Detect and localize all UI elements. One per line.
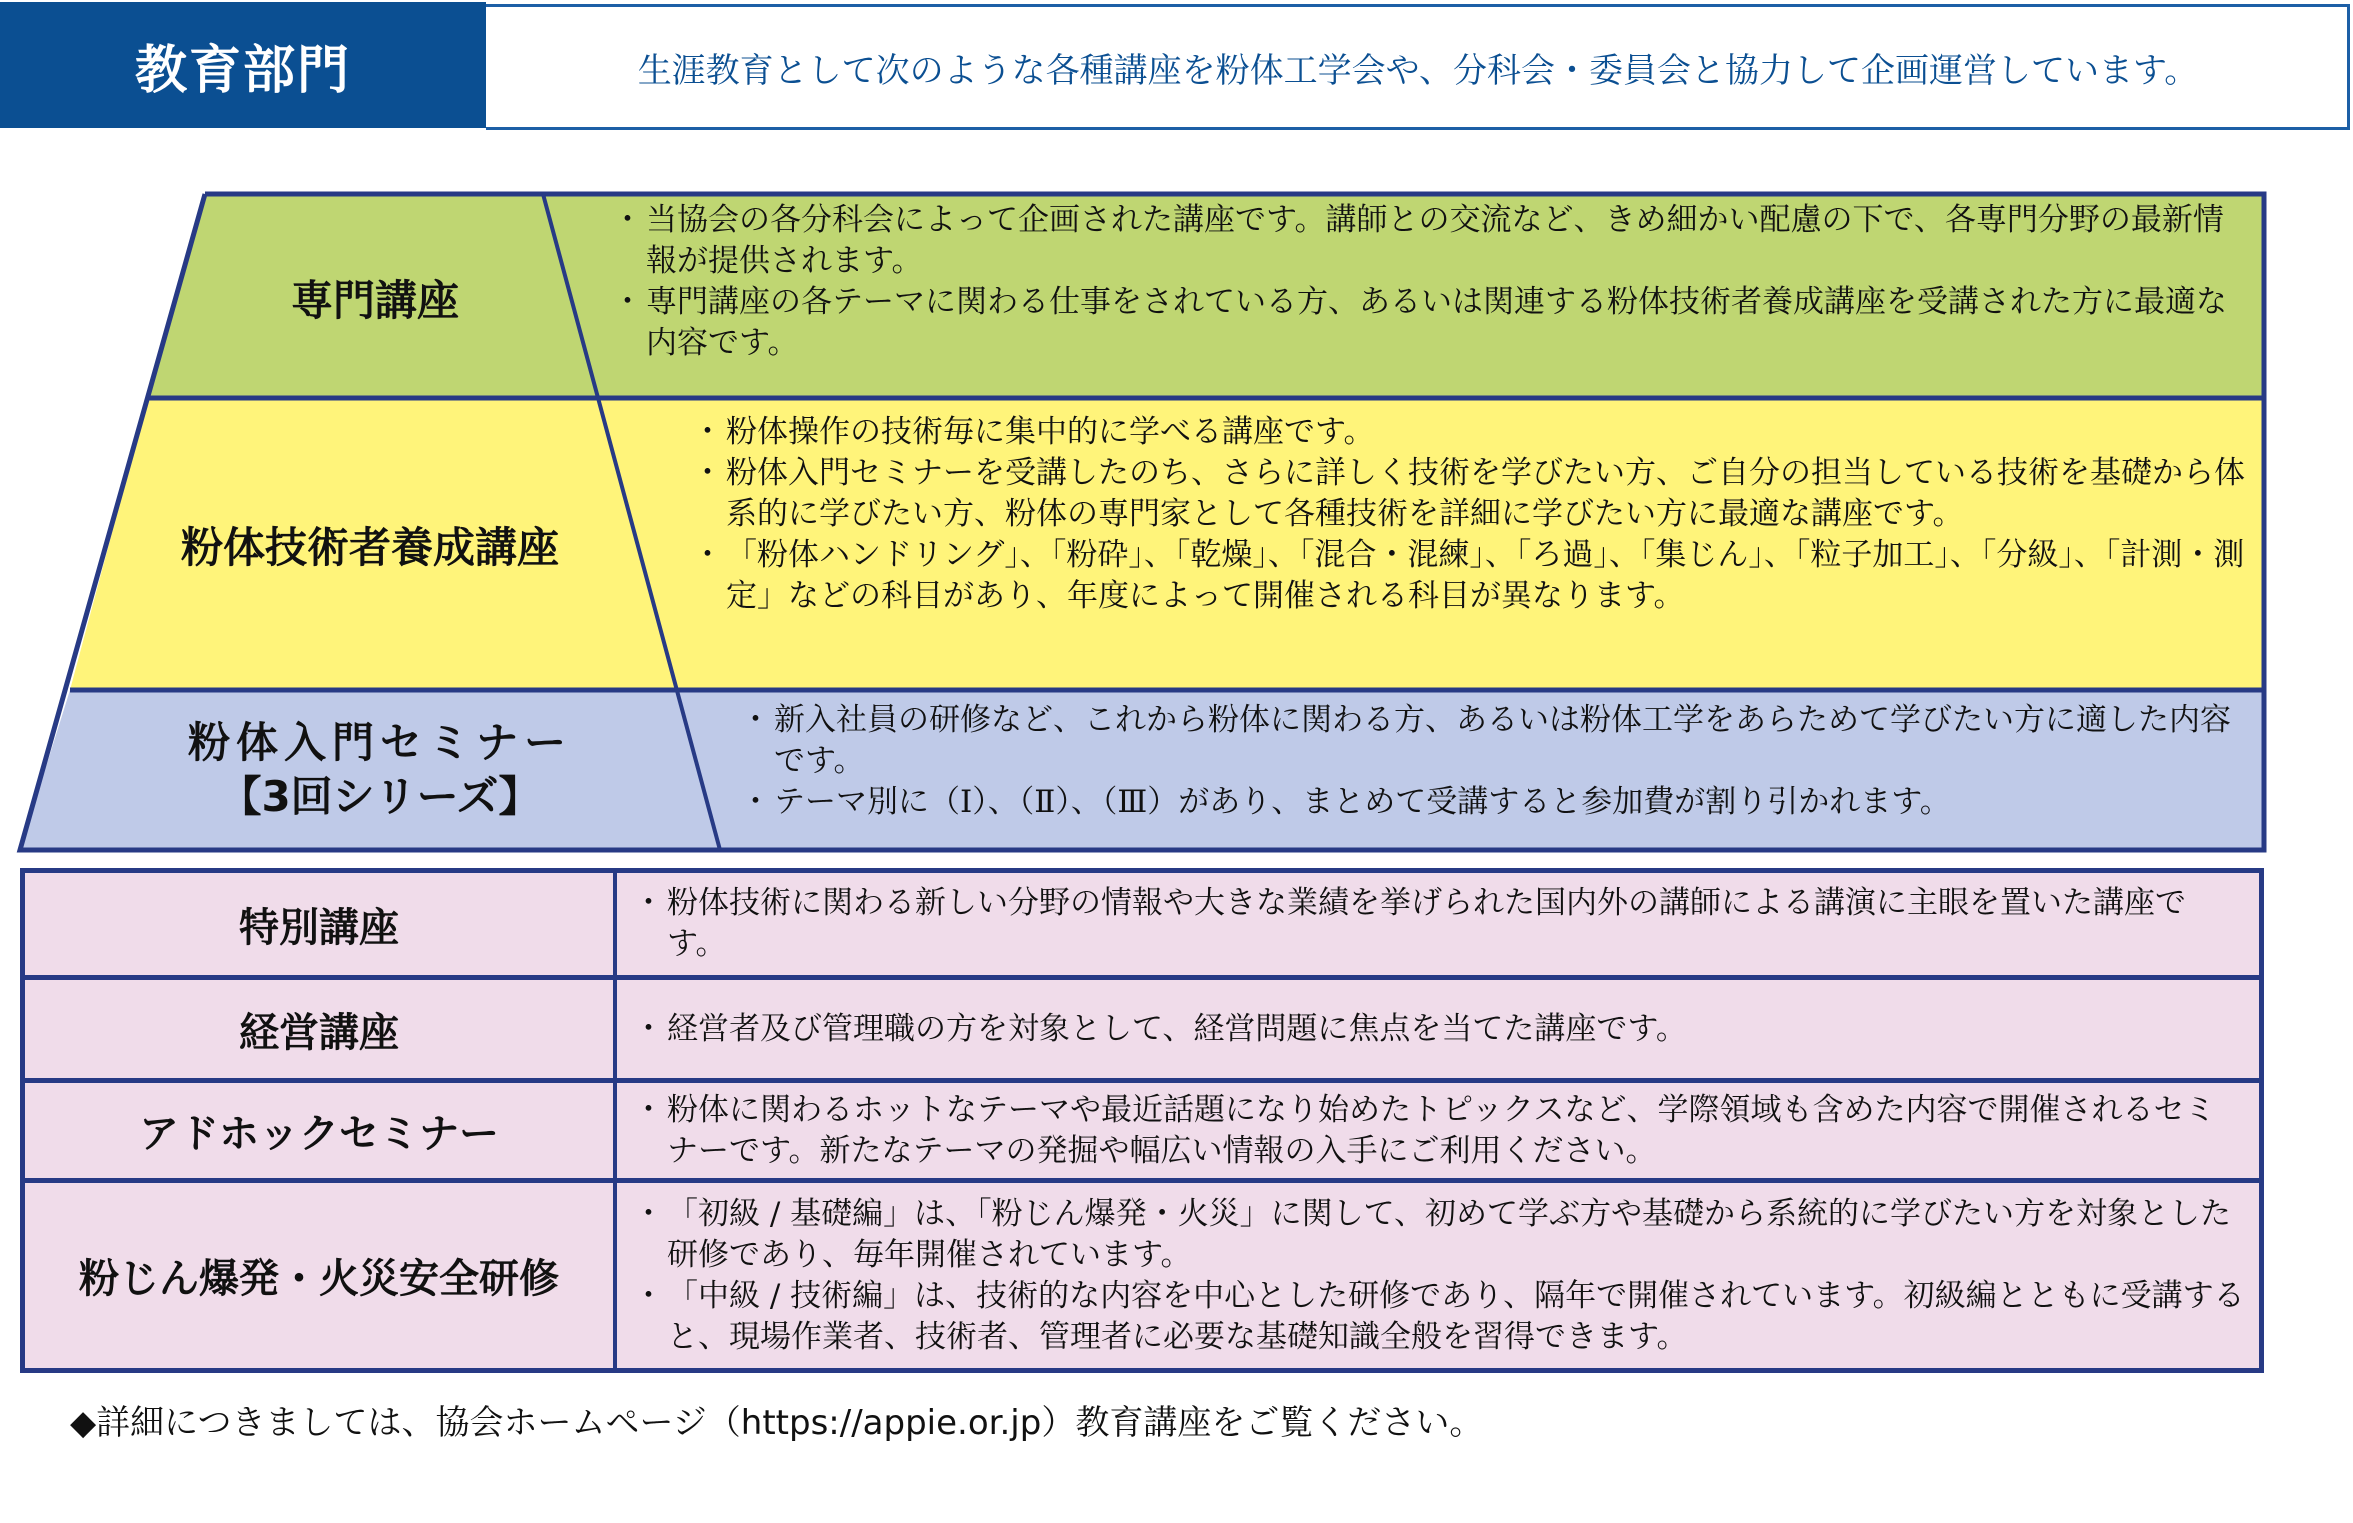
table-row	[25, 873, 2259, 975]
table-row	[25, 1178, 2259, 1368]
tier-label-nyumon: 粉体入門セミナー 【3回シリーズ】	[187, 718, 572, 821]
course-description	[617, 1183, 2259, 1368]
list-item: ・ 当協会の各分科会によって企画された講座です。講師との交流など、きめ細かい配慮の下で、各専門分野の最新情報が提供されます。	[612, 200, 2252, 282]
list-item: ・ 新入社員の研修など、これから粉体に関わる方、あるいは粉体工学をあらためて学びたい方に適した内容です。	[740, 700, 2252, 782]
course-name: アドホックセミナー	[25, 1083, 617, 1178]
tier-description-nyumon	[740, 700, 2252, 823]
table-row	[25, 975, 2259, 1078]
page-title: 教育部門	[134, 40, 351, 101]
list-item: ・ 粉体操作の技術毎に集中的に学べる講座です。	[692, 412, 2252, 453]
tier-label-yousei: 粉体技術者養成講座	[180, 522, 559, 572]
header-description: 生涯教育として次のような各種講座を粉体工学会や、分科会・委員会と協力して企画運営しています。	[637, 50, 2199, 91]
tier-description-yousei	[692, 412, 2252, 617]
list-item: ・ 専門講座の各テーマに関わる仕事をされている方、あるいは関連する粉体技術者養成講座を受講された方に最適な内容です。	[612, 282, 2252, 364]
footer-text: 詳細につきましては、協会ホームページ（https://appie.or.jp）教育講座をご覧ください。	[96, 1403, 1484, 1443]
course-name: 経営講座	[25, 980, 617, 1078]
list-item: ・ 「初級 / 基礎編」は、「粉じん爆発・火災」に関して、初めて学ぶ方や基礎から系統的に学びたい方を対象とした研修であり、毎年開催されています。	[633, 1194, 2245, 1276]
tier-description-senmon	[612, 200, 2252, 364]
table-row	[25, 1078, 2259, 1178]
course-description	[617, 873, 2259, 975]
list-item: ・ 経営者及び管理職の方を対象として、経営問題に焦点を当てた講座です。	[633, 1009, 2245, 1050]
list-item: ・ 粉体技術に関わる新しい分野の情報や大きな業績を挙げられた国内外の講師による講演に主眼を置いた講座です。	[633, 883, 2245, 965]
list-item: ・ 「中級 / 技術編」は、技術的な内容を中心とした研修であり、隔年で開催されています。初級編とともに受講すると、現場作業者、技術者、管理者に必要な基礎知識全般を習得できます。	[633, 1276, 2245, 1358]
list-item: ・ テーマ別に（Ⅰ）、（Ⅱ）、（Ⅲ）があり、まとめて受講すると参加費が割り引かれます。	[740, 782, 2252, 823]
list-item: ・ 粉体入門セミナーを受講したのち、さらに詳しく技術を学びたい方、ご自分の担当している技術を基礎から体系的に学びたい方、粉体の専門家として各種技術を詳細に学びたい方に最適な講座です。	[692, 453, 2252, 535]
other-courses-table	[20, 868, 2264, 1373]
course-description	[617, 980, 2259, 1078]
diamond-bullet-icon: ◆	[70, 1403, 97, 1443]
course-name: 粉じん爆発・火災安全研修	[25, 1183, 617, 1368]
course-name: 特別講座	[25, 873, 617, 975]
list-item: ・ 「粉体ハンドリング」、「粉砕」、「乾燥」、「混合・混練」、「ろ過」、「集じん」、「粒子加工」、「分級」、「計測・測定」などの科目があり、年度によって開催される科目が異なります。	[692, 535, 2252, 617]
tier-label-senmon: 専門講座	[290, 275, 459, 325]
list-item: ・ 粉体に関わるホットなテーマや最近話題になり始めたトピックスなど、学際領域も含めた内容で開催されるセミナーです。新たなテーマの発掘や幅広い情報の入手にご利用ください。	[633, 1090, 2245, 1172]
course-description	[617, 1083, 2259, 1178]
footer-note	[70, 1395, 1483, 1444]
